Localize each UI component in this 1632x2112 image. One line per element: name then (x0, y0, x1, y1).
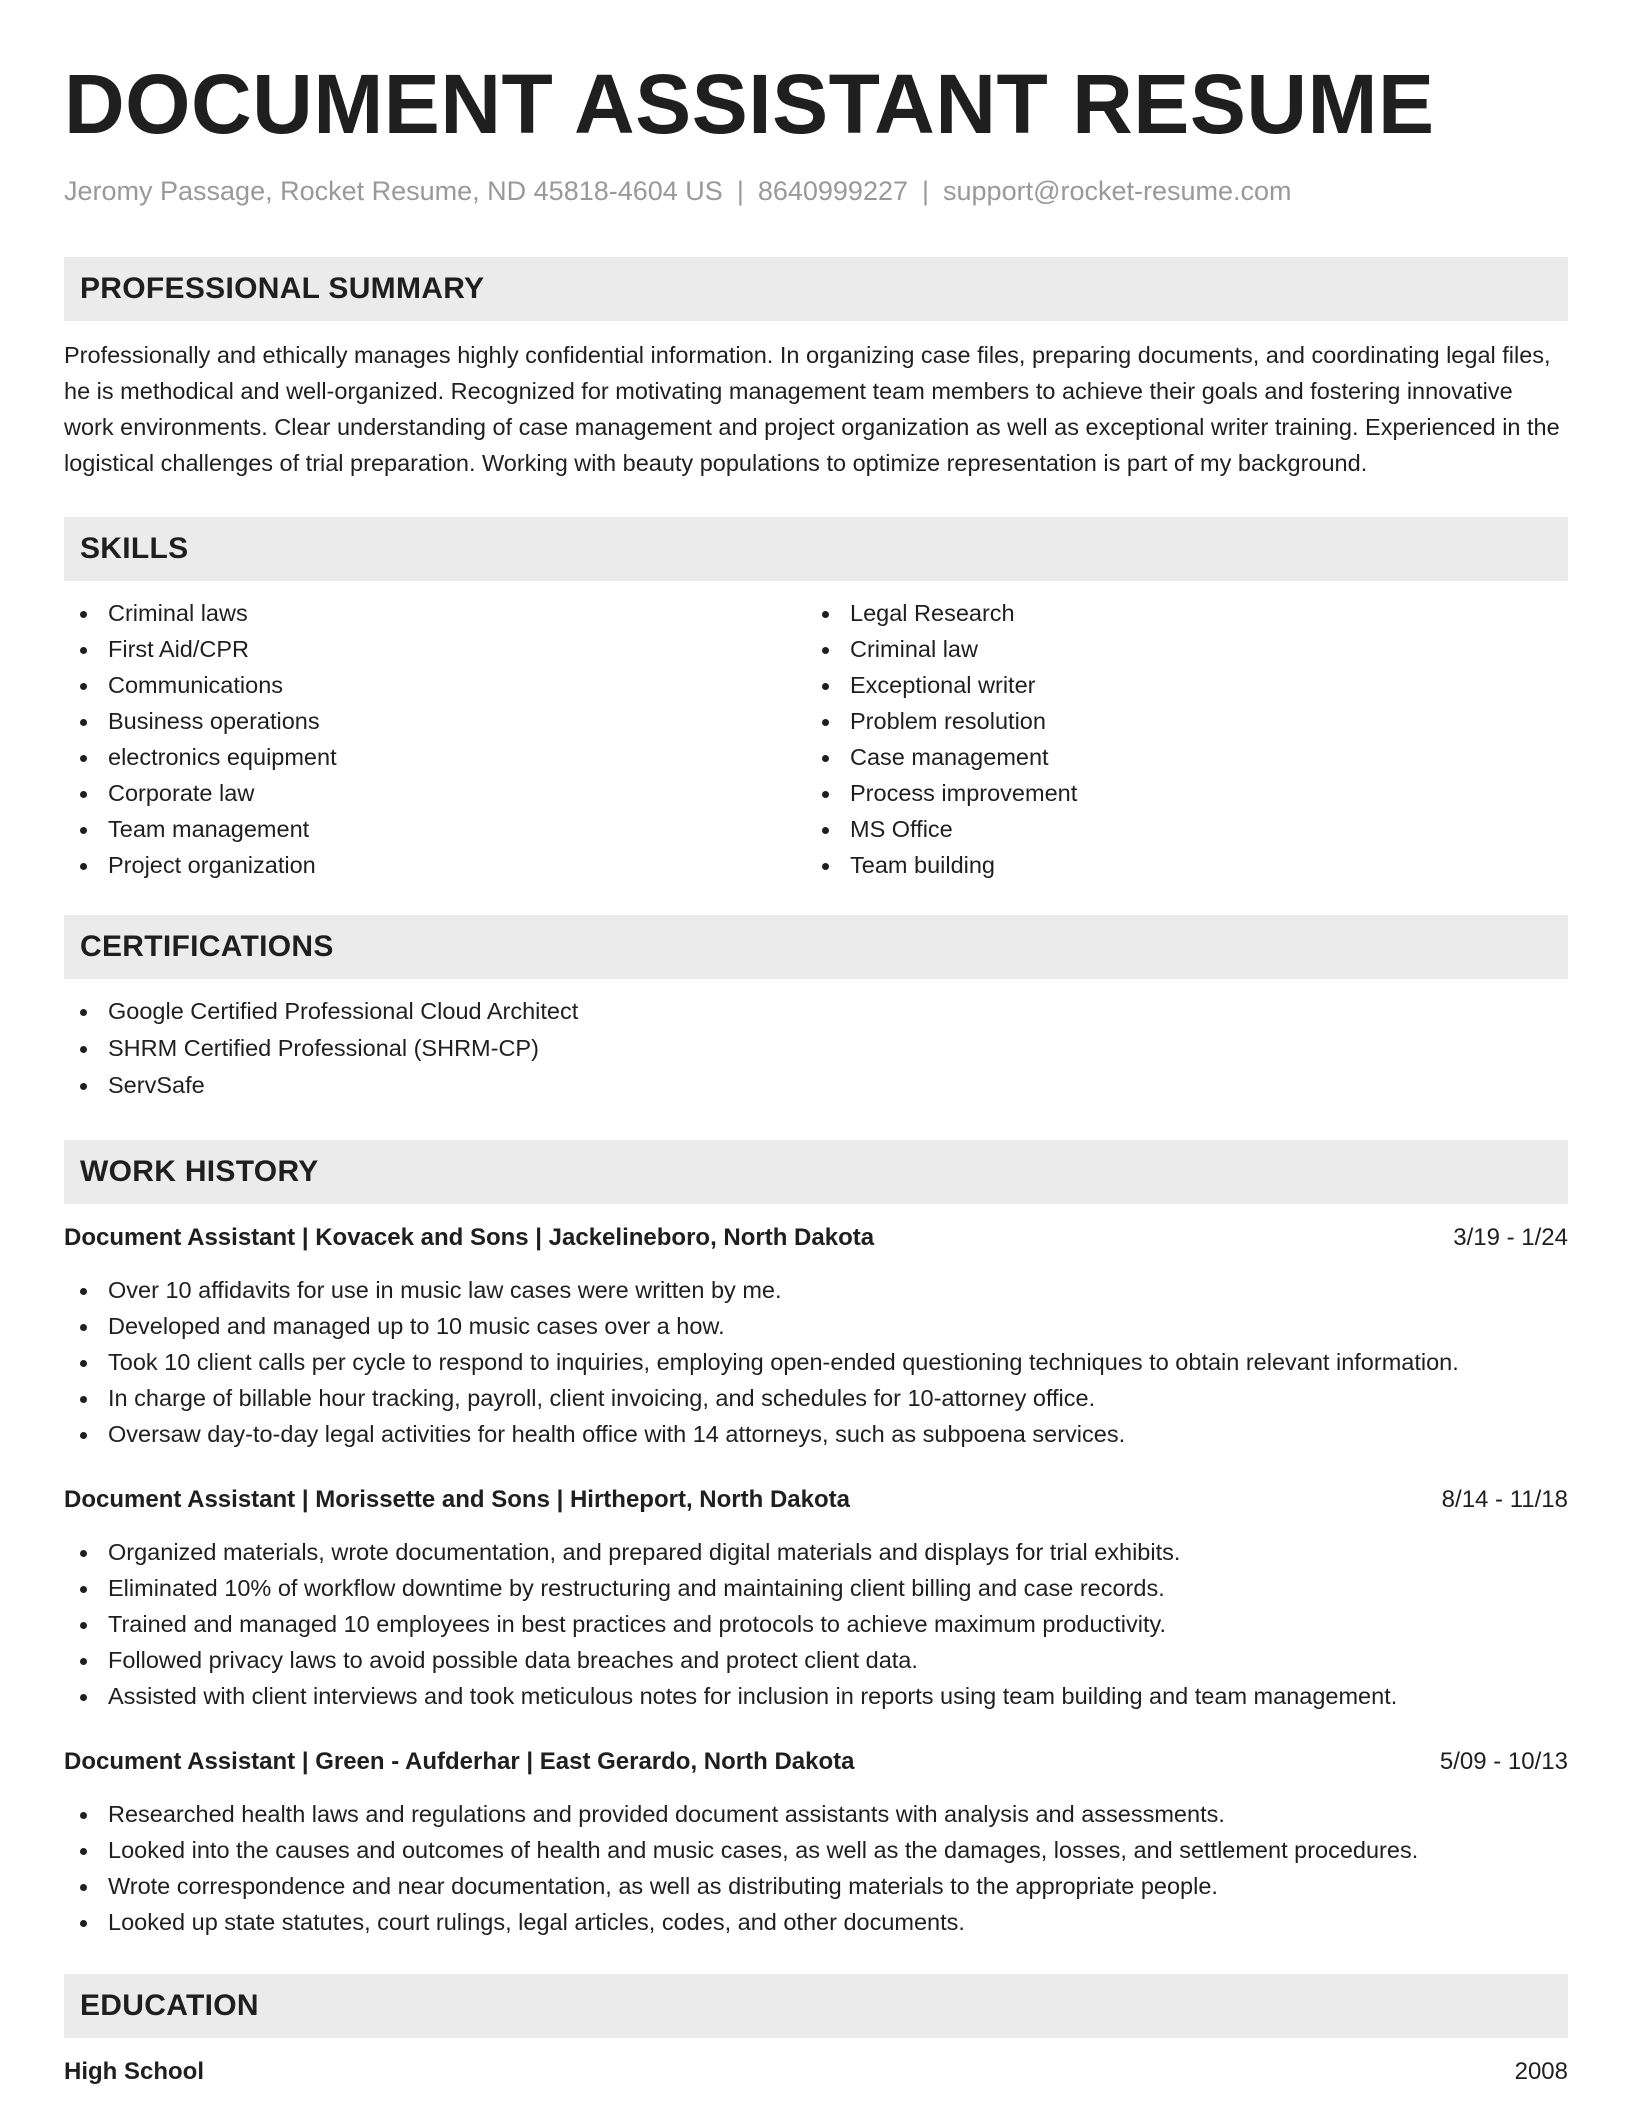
skill-item: Project organization (64, 847, 806, 883)
certification-item: SHRM Certified Professional (SHRM-CP) (64, 1030, 1568, 1067)
work-history-heading: WORK HISTORY (64, 1140, 1568, 1204)
skill-item: Case management (806, 739, 1548, 775)
job-entry (64, 1482, 1568, 1714)
education-school: High School (64, 2058, 204, 2085)
skill-item: First Aid/CPR (64, 631, 806, 667)
job-bullets (64, 1796, 1568, 1940)
skills-columns (64, 595, 1568, 883)
job-bullet: Took 10 client calls per cycle to respond to inquiries, employing open-ended questioning techniques to obtain relevant information. (64, 1344, 1568, 1380)
job-bullet: Developed and managed up to 10 music cases over a how. (64, 1308, 1568, 1344)
certifications-heading: CERTIFICATIONS (64, 915, 1568, 979)
job-bullet: Researched health laws and regulations and provided document assistants with analysis and assessments. (64, 1796, 1568, 1832)
job-entry (64, 1220, 1568, 1452)
job-bullet: Over 10 affidavits for use in music law cases were written by me. (64, 1272, 1568, 1308)
job-bullets (64, 1272, 1568, 1452)
job-header (64, 1482, 1568, 1518)
certifications-list (64, 993, 1568, 1104)
skill-item: Corporate law (64, 775, 806, 811)
skill-item: Business operations (64, 703, 806, 739)
contact-email: support@rocket-resume.com (943, 176, 1292, 206)
contact-line (64, 174, 1568, 208)
job-header (64, 1744, 1568, 1780)
skills-right-list (806, 595, 1548, 883)
contact-address: Jeromy Passage, Rocket Resume, ND 45818-4604 US (64, 176, 723, 206)
contact-separator: | (736, 176, 744, 206)
skill-item: Criminal law (806, 631, 1548, 667)
job-dates: 8/14 - 11/18 (1441, 1486, 1568, 1513)
skill-item: MS Office (806, 811, 1548, 847)
certification-item: ServSafe (64, 1067, 1568, 1104)
contact-separator: | (922, 176, 930, 206)
job-bullet: Oversaw day-to-day legal activities for health office with 14 attorneys, such as subpoena services. (64, 1416, 1568, 1452)
skill-item: Legal Research (806, 595, 1548, 631)
skill-item: Process improvement (806, 775, 1548, 811)
skills-heading: SKILLS (64, 517, 1568, 581)
job-bullet: Looked up state statutes, court rulings, legal articles, codes, and other documents. (64, 1904, 1568, 1940)
resume-title: DOCUMENT ASSISTANT RESUME (64, 57, 1435, 151)
job-header (64, 1220, 1568, 1256)
skills-left-list (64, 595, 806, 883)
skill-item: Communications (64, 667, 806, 703)
job-bullets (64, 1534, 1568, 1714)
job-title: Document Assistant | Morissette and Sons | Hirtheport, North Dakota (64, 1486, 850, 1513)
job-title: Document Assistant | Kovacek and Sons | Jackelineboro, North Dakota (64, 1224, 875, 1251)
job-bullet: Trained and managed 10 employees in best practices and protocols to achieve maximum productivity. (64, 1606, 1568, 1642)
job-bullet: Wrote correspondence and near documentation, as well as distributing materials to the appropriate people. (64, 1868, 1568, 1904)
job-bullet: Looked into the causes and outcomes of health and music cases, as well as the damages, losses, and settlement procedures. (64, 1832, 1568, 1868)
job-bullet: Assisted with client interviews and took meticulous notes for inclusion in reports using team building and team management. (64, 1678, 1568, 1714)
contact-phone: 8640999227 (757, 176, 908, 206)
skill-item: electronics equipment (64, 739, 806, 775)
skill-item: Team management (64, 811, 806, 847)
job-title: Document Assistant | Green - Aufderhar | East Gerardo, North Dakota (64, 1748, 855, 1775)
summary-text: Professionally and ethically manages highly confidential information. In organizing case files, preparing documents, and coordinating legal files, he is methodical and well-organized. Recognized for motivating management team members to achieve their goals and fostering innovative work environments. Clear understanding of case management and project organization as well as exceptional writer training. Experienced in the logistical challenges of trial preparation. Working with beauty populations to optimize representation is part of my background. (64, 342, 1560, 476)
job-bullet: Organized materials, wrote documentation, and prepared digital materials and displays for trial exhibits. (64, 1534, 1568, 1570)
job-entry (64, 1744, 1568, 1940)
job-bullet: Eliminated 10% of workflow downtime by restructuring and maintaining client billing and case records. (64, 1570, 1568, 1606)
job-bullet: Followed privacy laws to avoid possible data breaches and protect client data. (64, 1642, 1568, 1678)
education-heading: EDUCATION (64, 1974, 1568, 2038)
job-dates: 3/19 - 1/24 (1453, 1224, 1568, 1251)
skill-item: Problem resolution (806, 703, 1548, 739)
education-year: 2008 (1514, 2058, 1568, 2085)
summary-heading: PROFESSIONAL SUMMARY (64, 257, 1568, 321)
skill-item: Team building (806, 847, 1548, 883)
skill-item: Exceptional writer (806, 667, 1548, 703)
education-entry (64, 2054, 1568, 2090)
job-bullet: In charge of billable hour tracking, payroll, client invoicing, and schedules for 10-attorney office. (64, 1380, 1568, 1416)
resume-page (64, 0, 1568, 2090)
certification-item: Google Certified Professional Cloud Architect (64, 993, 1568, 1030)
skill-item: Criminal laws (64, 595, 806, 631)
job-dates: 5/09 - 10/13 (1439, 1748, 1568, 1775)
